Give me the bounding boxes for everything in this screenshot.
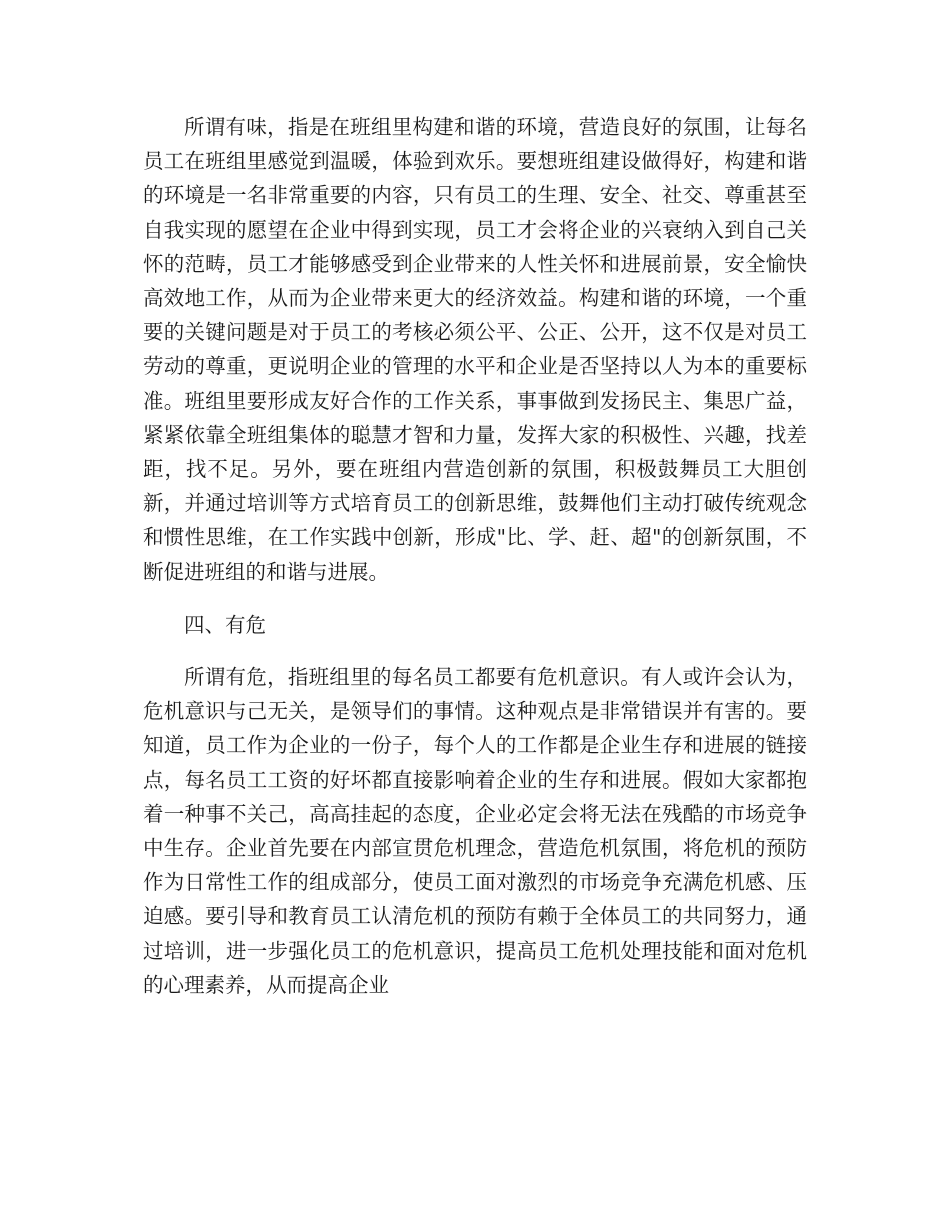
document-page [143, 110, 807, 1002]
paragraph-crisis: 所谓有危，指班组里的每名员工都要有危机意识。有人或许会认为，危机意识与己无关，是领导们的事情。这种观点是非常错误并有害的。要知道，员工作为企业的一份子，每个人的工作都是企业生存和进展的链接点，每名员工工资的好坏都直接影响着企业的生存和进展。假如大家都抱着一种事不关己，高高挂起的态度，企业必定会将无法在残酷的市场竞争中生存。企业首先要在内部宣贯危机理念，营造危机氛围，将危机的预防作为日常性工作的组成部分，使员工面对激烈的市场竞争充满危机感、压迫感。要引导和教育员工认清危机的预防有赖于全体员工的共同努力，通过培训，进一步强化员工的危机意识，提高员工危机处理技能和面对危机的心理素养，从而提高企业 [143, 665, 807, 997]
paragraph-harmony: 所谓有味，指是在班组里构建和谐的环境，营造良好的氛围，让每名员工在班组里感觉到温暖，体验到欢乐。要想班组建设做得好，构建和谐的环境是一名非常重要的内容，只有员工的生理、安全、社交、尊重甚至自我实现的愿望在企业中得到实现，员工才会将企业的兴衰纳入到自己关怀的范畴，员工才能够感受到企业带来的人性关怀和进展前景，安全愉快高效地工作，从而为企业带来更大的经济效益。构建和谐的环境，一个重要的关键问题是对于员工的考核必须公平、公正、公开，这不仅是对员工劳动的尊重，更说明企业的管理的水平和企业是否坚持以人为本的重要标准。班组里要形成友好合作的工作关系，事事做到发扬民主、集思广益，紧紧依靠全班组集体的聪慧才智和力量，发挥大家的积极性、兴趣，找差距，找不足。另外，要在班组内营造创新的氛围，积极鼓舞员工大胆创新，并通过培训等方式培育员工的创新思维，鼓舞他们主动打破传统观念和惯性思维，在工作实践中创新，形成"比、学、赶、超"的创新氛围，不断促进班组的和谐与进展。 [143, 115, 807, 584]
section-heading: 四、有危 [184, 612, 266, 637]
